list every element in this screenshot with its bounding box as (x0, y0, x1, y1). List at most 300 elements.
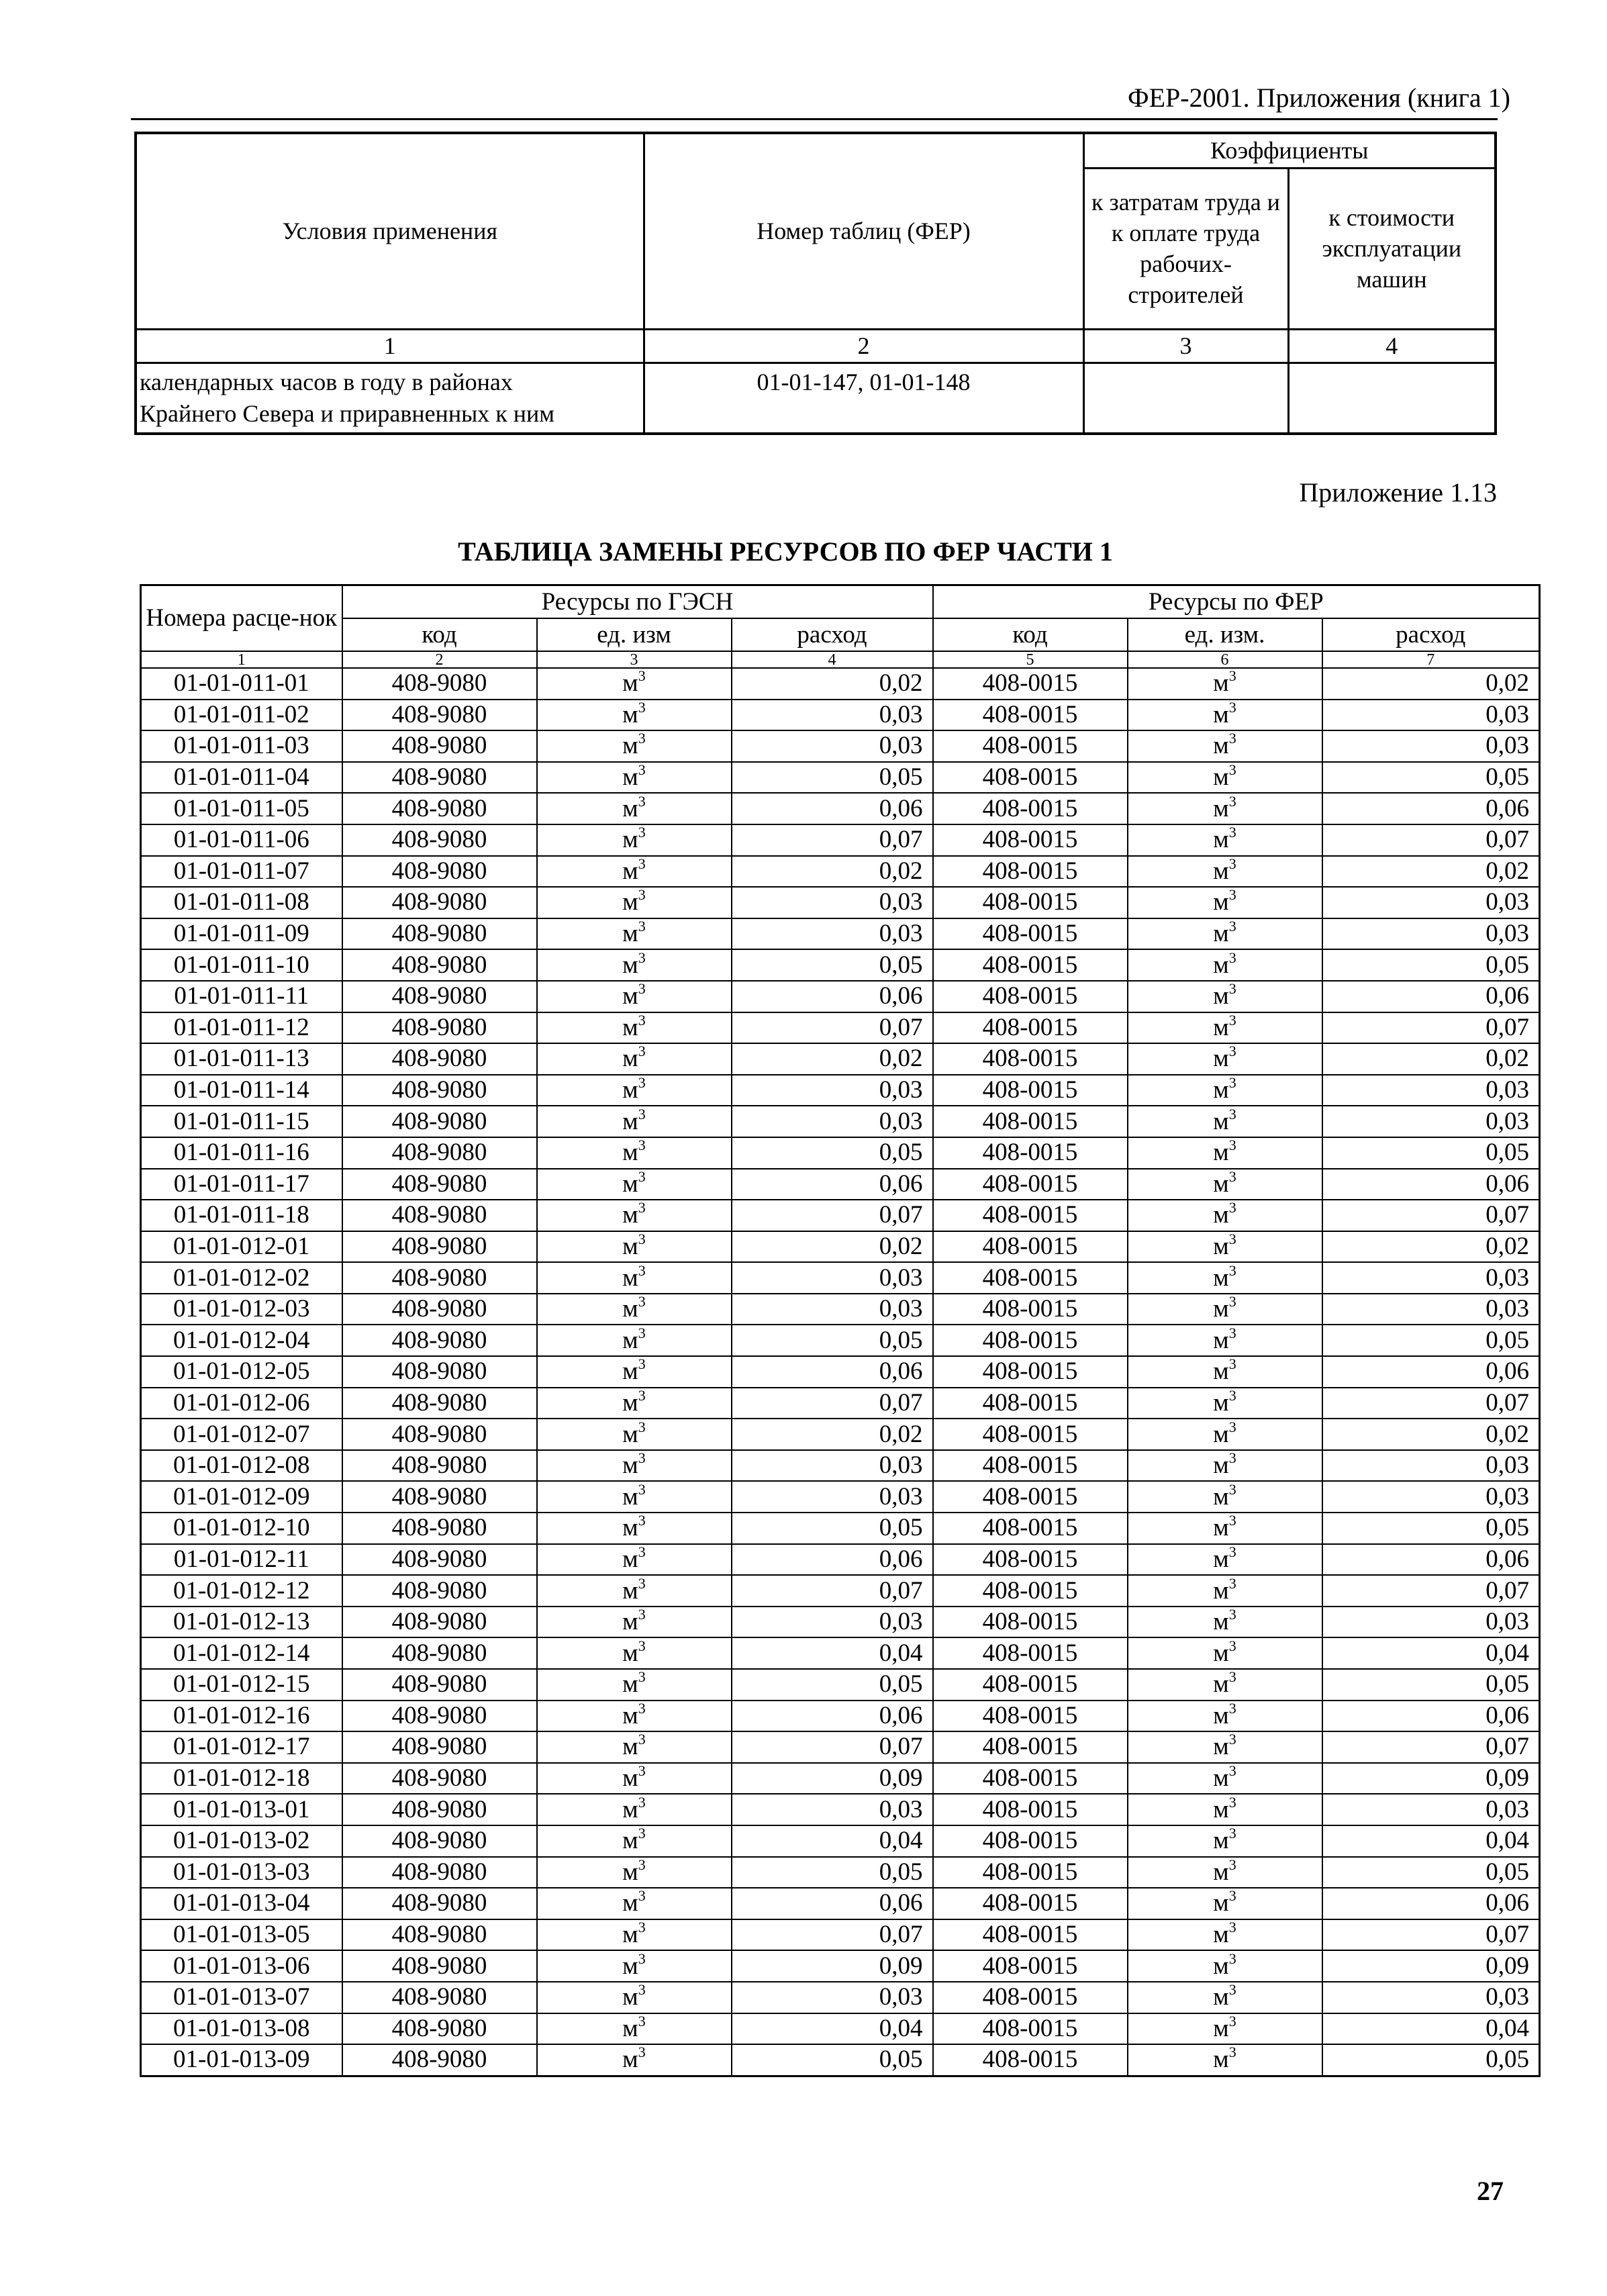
unit-text: м (622, 763, 638, 792)
gesn-unit-cell (537, 1544, 732, 1576)
unit-text: м (1213, 732, 1229, 760)
unit-text: м (622, 669, 638, 698)
table-row (141, 1763, 1540, 1795)
fer-consumption-cell: 0,02 (1322, 1043, 1540, 1075)
gesn-code-cell: 408-9080 (342, 1481, 537, 1513)
gesn-code-cell: 408-9080 (342, 1325, 537, 1356)
unit-text: м (1213, 1952, 1229, 1980)
gesn-unit-cell (537, 1825, 732, 1857)
unit-text: м (1213, 1889, 1229, 1917)
fer-code-cell: 408-0015 (933, 949, 1128, 981)
fer-consumption-cell: 0,02 (1322, 1231, 1540, 1263)
unit-text: м (622, 982, 638, 1010)
fer-unit-cell (1128, 1637, 1322, 1669)
unit-power: 3 (1228, 855, 1236, 872)
gesn-unit-header: ед. изм (537, 618, 732, 651)
fer-consumption-cell: 0,03 (1322, 1607, 1540, 1638)
unit-text: м (622, 1420, 638, 1448)
unit-power: 3 (1228, 1293, 1236, 1310)
unit-text: м (1213, 1107, 1229, 1135)
gesn-unit-cell (537, 824, 732, 856)
fer-code-cell: 408-0015 (933, 1450, 1128, 1482)
fer-code-cell: 408-0015 (933, 762, 1128, 794)
unit-text: м (622, 1670, 638, 1699)
gesn-consumption-cell: 0,09 (732, 1763, 933, 1795)
gesn-consumption-cell: 0,04 (732, 1637, 933, 1669)
fer-code-cell: 408-0015 (933, 2044, 1128, 2076)
fer-code-cell: 408-0015 (933, 1888, 1128, 1919)
unit-text: м (622, 2046, 638, 2074)
fer-consumption-cell: 0,03 (1322, 918, 1540, 950)
table-row (141, 1043, 1540, 1075)
gesn-unit-cell (537, 2044, 732, 2076)
unit-power: 3 (638, 1293, 646, 1310)
unit-text: м (622, 920, 638, 948)
table-numbers-header: Номер таблиц (ФЕР) (644, 133, 1083, 329)
unit-power: 3 (1228, 1794, 1236, 1811)
table-row (141, 1575, 1540, 1607)
fer-code-cell: 408-0015 (933, 1701, 1128, 1732)
unit-power: 3 (1228, 1606, 1236, 1623)
table-row (141, 1950, 1540, 1982)
rate-number-cell: 01-01-011-03 (141, 730, 342, 762)
gesn-code-cell: 408-9080 (342, 1575, 537, 1607)
unit-power: 3 (638, 1481, 646, 1498)
rate-number-cell: 01-01-013-05 (141, 1919, 342, 1951)
fer-consumption-cell: 0,05 (1322, 1669, 1540, 1701)
unit-text: м (622, 732, 638, 760)
fer-code-cell: 408-0015 (933, 856, 1128, 888)
gesn-code-cell: 408-9080 (342, 1607, 537, 1638)
column-number: 3 (1083, 329, 1288, 363)
fer-unit-cell (1128, 1982, 1322, 2013)
unit-text: м (1213, 1795, 1229, 1823)
unit-power: 3 (638, 1575, 646, 1592)
fer-code-cell: 408-0015 (933, 1043, 1128, 1075)
rate-number-cell: 01-01-011-14 (141, 1075, 342, 1106)
gesn-unit-cell (537, 1513, 732, 1544)
table-row (141, 1857, 1540, 1888)
unit-text: м (1213, 920, 1229, 948)
unit-text: м (622, 794, 638, 822)
fer-consumption-cell: 0,04 (1322, 2013, 1540, 2045)
rate-number-cell: 01-01-012-05 (141, 1356, 342, 1388)
gesn-consumption-cell: 0,06 (732, 981, 933, 1012)
unit-text: м (1213, 1388, 1229, 1417)
gesn-unit-cell (537, 2013, 732, 2045)
fer-unit-cell (1128, 1325, 1322, 1356)
fer-consumption-cell: 0,03 (1322, 1481, 1540, 1513)
gesn-unit-cell (537, 1763, 732, 1795)
unit-text: м (622, 1827, 638, 1855)
rate-number-cell: 01-01-012-15 (141, 1669, 342, 1701)
gesn-code-cell: 408-9080 (342, 824, 537, 856)
unit-text: м (622, 1388, 638, 1417)
unit-text: м (1213, 1232, 1229, 1260)
table-row (141, 1231, 1540, 1263)
gesn-unit-cell (537, 1669, 732, 1701)
fer-consumption-cell: 0,07 (1322, 1388, 1540, 1419)
unit-power: 3 (1228, 668, 1236, 685)
unit-power: 3 (638, 1074, 646, 1092)
unit-power: 3 (638, 887, 646, 904)
rate-number-cell: 01-01-011-13 (141, 1043, 342, 1075)
table-row (141, 1106, 1540, 1137)
conditions-cell (136, 363, 644, 434)
unit-power: 3 (638, 793, 646, 810)
labor-coefficient-header: к затратам труда и к оплате труда рабочих-строителей (1083, 168, 1288, 329)
fer-consumption-cell: 0,04 (1322, 1637, 1540, 1669)
fer-code-cell: 408-0015 (933, 1919, 1128, 1951)
unit-text: м (1213, 1827, 1229, 1855)
gesn-code-cell: 408-9080 (342, 1356, 537, 1388)
unit-power: 3 (638, 1919, 646, 1936)
unit-power: 3 (1228, 1356, 1236, 1373)
fer-consumption-cell: 0,07 (1322, 1919, 1540, 1951)
gesn-code-cell: 408-9080 (342, 1106, 537, 1137)
gesn-unit-cell (537, 1012, 732, 1044)
unit-power: 3 (1228, 1731, 1236, 1748)
fer-consumption-header: расход (1322, 618, 1540, 651)
rate-number-cell: 01-01-012-06 (141, 1388, 342, 1419)
table-numbers-cell: 01-01-147, 01-01-148 (644, 363, 1083, 434)
fer-code-cell: 408-0015 (933, 824, 1128, 856)
rate-number-cell: 01-01-012-02 (141, 1262, 342, 1294)
rate-number-cell: 01-01-012-10 (141, 1513, 342, 1544)
gesn-unit-cell (537, 1794, 732, 1825)
fer-consumption-cell: 0,06 (1322, 1169, 1540, 1200)
rate-number-cell: 01-01-011-01 (141, 668, 342, 700)
gesn-code-cell: 408-9080 (342, 918, 537, 950)
gesn-code-cell: 408-9080 (342, 1950, 537, 1982)
header-rule (131, 118, 1498, 120)
table-row (141, 1200, 1540, 1231)
unit-power: 3 (638, 1543, 646, 1560)
unit-text: м (622, 1701, 638, 1729)
table-row (141, 1637, 1540, 1669)
column-number: 1 (141, 651, 342, 668)
gesn-consumption-header: расход (732, 618, 933, 651)
unit-text: м (622, 1076, 638, 1104)
unit-power: 3 (1228, 918, 1236, 935)
unit-text: м (1213, 1201, 1229, 1229)
fer-consumption-cell: 0,04 (1322, 1825, 1540, 1857)
unit-text: м (1213, 669, 1229, 698)
fer-consumption-cell: 0,05 (1322, 1857, 1540, 1888)
gesn-consumption-cell: 0,06 (732, 1356, 933, 1388)
table-body (141, 668, 1540, 2076)
fer-unit-cell (1128, 1857, 1322, 1888)
unit-power: 3 (638, 1637, 646, 1654)
fer-consumption-cell: 0,06 (1322, 1356, 1540, 1388)
unit-power: 3 (638, 855, 646, 872)
gesn-code-cell: 408-9080 (342, 1419, 537, 1450)
unit-power: 3 (1228, 887, 1236, 904)
table-row (141, 1012, 1540, 1044)
unit-text: м (622, 1733, 638, 1761)
fer-code-cell: 408-0015 (933, 700, 1128, 731)
unit-power: 3 (638, 1325, 646, 1341)
gesn-consumption-cell: 0,02 (732, 1043, 933, 1075)
unit-power: 3 (1228, 1387, 1236, 1404)
unit-power: 3 (638, 1606, 646, 1623)
gesn-consumption-cell: 0,03 (732, 1450, 933, 1482)
unit-power: 3 (1228, 1637, 1236, 1654)
column-number: 2 (342, 651, 537, 668)
table-row (141, 668, 1540, 700)
fer-code-cell: 408-0015 (933, 1419, 1128, 1450)
fer-consumption-cell: 0,05 (1322, 949, 1540, 981)
gesn-unit-cell (537, 1982, 732, 2013)
fer-consumption-cell: 0,03 (1322, 1262, 1540, 1294)
gesn-unit-cell (537, 1607, 732, 1638)
fer-code-cell: 408-0015 (933, 1763, 1128, 1795)
fer-code-cell: 408-0015 (933, 981, 1128, 1012)
fer-unit-cell (1128, 1794, 1322, 1825)
unit-text: м (622, 857, 638, 885)
machines-coefficient-cell (1288, 363, 1496, 434)
fer-unit-cell (1128, 1294, 1322, 1325)
fer-code-cell: 408-0015 (933, 1575, 1128, 1607)
table-row (141, 1294, 1540, 1325)
rate-number-cell: 01-01-012-04 (141, 1325, 342, 1356)
conditions-line: Крайнего Севера и приравненных к ним (140, 399, 555, 427)
gesn-code-cell: 408-9080 (342, 2044, 537, 2076)
gesn-unit-cell (537, 1388, 732, 1419)
unit-power: 3 (638, 699, 646, 716)
fer-code-cell: 408-0015 (933, 1388, 1128, 1419)
gesn-unit-cell (537, 1701, 732, 1732)
column-number: 4 (732, 651, 933, 668)
fer-unit-cell (1128, 762, 1322, 794)
table-row (141, 1169, 1540, 1200)
unit-text: м (1213, 1451, 1229, 1480)
unit-power: 3 (1228, 793, 1236, 810)
gesn-consumption-cell: 0,03 (732, 1262, 933, 1294)
fer-unit-cell (1128, 2044, 1322, 2076)
fer-code-cell: 408-0015 (933, 1731, 1128, 1763)
gesn-consumption-cell: 0,05 (732, 949, 933, 981)
fer-code-cell: 408-0015 (933, 1607, 1128, 1638)
fer-code-cell: 408-0015 (933, 1356, 1128, 1388)
fer-consumption-cell: 0,03 (1322, 1450, 1540, 1482)
gesn-consumption-cell: 0,03 (732, 1075, 933, 1106)
unit-power: 3 (1228, 1513, 1236, 1529)
fer-unit-cell (1128, 1763, 1322, 1795)
unit-text: м (1213, 1326, 1229, 1354)
unit-power: 3 (1228, 1325, 1236, 1341)
fer-unit-cell (1128, 1200, 1322, 1231)
rate-number-cell: 01-01-011-11 (141, 981, 342, 1012)
gesn-consumption-cell: 0,07 (732, 1731, 933, 1763)
gesn-code-cell: 408-9080 (342, 1294, 537, 1325)
fer-unit-cell (1128, 1481, 1322, 1513)
unit-power: 3 (638, 1419, 646, 1435)
fer-consumption-cell: 0,02 (1322, 856, 1540, 888)
fer-consumption-cell: 0,03 (1322, 1294, 1540, 1325)
gesn-unit-cell (537, 887, 732, 918)
rate-number-cell: 01-01-012-07 (141, 1419, 342, 1450)
unit-text: м (622, 1952, 638, 1980)
unit-text: м (1213, 1482, 1229, 1511)
unit-text: м (622, 1045, 638, 1073)
fer-code-cell: 408-0015 (933, 1857, 1128, 1888)
fer-consumption-cell: 0,02 (1322, 668, 1540, 700)
unit-text: м (1213, 951, 1229, 979)
unit-text: м (622, 1983, 638, 2011)
machines-coefficient-header: к стоимости эксплуатации машин (1288, 168, 1496, 329)
unit-text: м (622, 2014, 638, 2042)
unit-text: м (1213, 1983, 1229, 2011)
labor-coefficient-cell (1083, 363, 1288, 434)
unit-power: 3 (1228, 1825, 1236, 1842)
gesn-unit-cell (537, 1137, 732, 1169)
fer-unit-cell (1128, 1919, 1322, 1951)
unit-power: 3 (638, 730, 646, 747)
unit-power: 3 (638, 980, 646, 998)
unit-power: 3 (638, 824, 646, 841)
table-row (141, 981, 1540, 1012)
rate-number-cell: 01-01-012-09 (141, 1481, 342, 1513)
unit-power: 3 (638, 1168, 646, 1185)
unit-power: 3 (1228, 1856, 1236, 1873)
unit-text: м (1213, 2046, 1229, 2074)
gesn-unit-cell (537, 1857, 732, 1888)
fer-consumption-cell: 0,05 (1322, 1513, 1540, 1544)
unit-text: м (622, 1795, 638, 1823)
unit-power: 3 (1228, 2044, 1236, 2061)
rate-number-cell: 01-01-012-17 (141, 1731, 342, 1763)
fer-consumption-cell: 0,06 (1322, 1888, 1540, 1919)
gesn-consumption-cell: 0,03 (732, 1794, 933, 1825)
gesn-code-cell: 408-9080 (342, 1043, 537, 1075)
unit-power: 3 (638, 1513, 646, 1529)
unit-text: м (622, 1201, 638, 1229)
unit-power: 3 (638, 1731, 646, 1748)
table-row (141, 1794, 1540, 1825)
unit-text: м (1213, 1514, 1229, 1542)
gesn-consumption-cell: 0,05 (732, 1513, 933, 1544)
unit-power: 3 (638, 1106, 646, 1122)
gesn-code-cell: 408-9080 (342, 1169, 537, 1200)
gesn-unit-cell (537, 1575, 732, 1607)
unit-text: м (1213, 1357, 1229, 1386)
gesn-consumption-cell: 0,06 (732, 1169, 933, 1200)
rate-number-cell: 01-01-013-06 (141, 1950, 342, 1982)
gesn-consumption-cell: 0,04 (732, 1825, 933, 1857)
fer-code-cell: 408-0015 (933, 668, 1128, 700)
gesn-code-cell: 408-9080 (342, 762, 537, 794)
unit-power: 3 (638, 949, 646, 966)
rate-number-cell: 01-01-011-16 (141, 1137, 342, 1169)
rate-number-cell: 01-01-011-18 (141, 1200, 342, 1231)
fer-unit-cell (1128, 730, 1322, 762)
unit-power: 3 (638, 1387, 646, 1404)
unit-power: 3 (1228, 1543, 1236, 1560)
table-row (141, 1919, 1540, 1951)
rate-number-cell: 01-01-013-04 (141, 1888, 342, 1919)
unit-power: 3 (1228, 1200, 1236, 1216)
unit-power: 3 (638, 1888, 646, 1905)
gesn-consumption-cell: 0,07 (732, 824, 933, 856)
unit-text: м (1213, 1670, 1229, 1699)
unit-power: 3 (1228, 1419, 1236, 1435)
gesn-code-cell: 408-9080 (342, 1982, 537, 2013)
table-row (141, 1325, 1540, 1356)
gesn-consumption-cell: 0,07 (732, 1575, 933, 1607)
unit-power: 3 (638, 1669, 646, 1686)
fer-consumption-cell: 0,07 (1322, 1731, 1540, 1763)
gesn-consumption-cell: 0,03 (732, 918, 933, 950)
table-row (141, 856, 1540, 888)
gesn-unit-cell (537, 1231, 732, 1263)
unit-text: м (1213, 1169, 1229, 1198)
fer-consumption-cell: 0,03 (1322, 1075, 1540, 1106)
gesn-consumption-cell: 0,02 (732, 668, 933, 700)
gesn-unit-cell (537, 700, 732, 731)
fer-unit-cell (1128, 668, 1322, 700)
unit-text: м (1213, 1733, 1229, 1761)
gesn-consumption-cell: 0,06 (732, 793, 933, 824)
fer-unit-cell (1128, 1731, 1322, 1763)
unit-text: м (622, 1921, 638, 1949)
unit-text: м (622, 1295, 638, 1323)
unit-power: 3 (638, 918, 646, 935)
rate-number-cell: 01-01-013-01 (141, 1794, 342, 1825)
rate-number-cell: 01-01-013-07 (141, 1982, 342, 2013)
fer-consumption-cell: 0,03 (1322, 887, 1540, 918)
gesn-consumption-cell: 0,02 (732, 856, 933, 888)
fer-code-cell: 408-0015 (933, 1513, 1128, 1544)
unit-text: м (622, 700, 638, 728)
fer-code-cell: 408-0015 (933, 1075, 1128, 1106)
gesn-consumption-cell: 0,07 (732, 1012, 933, 1044)
conditions-line: календарных часов в году в районах (140, 368, 513, 395)
gesn-code-cell: 408-9080 (342, 1513, 537, 1544)
fer-code-cell: 408-0015 (933, 1825, 1128, 1857)
gesn-code-cell: 408-9080 (342, 1012, 537, 1044)
unit-text: м (622, 1764, 638, 1792)
fer-consumption-cell: 0,05 (1322, 1325, 1540, 1356)
rate-number-cell: 01-01-012-12 (141, 1575, 342, 1607)
unit-power: 3 (638, 1825, 646, 1842)
fer-code-cell: 408-0015 (933, 1137, 1128, 1169)
gesn-consumption-cell: 0,02 (732, 1231, 933, 1263)
unit-text: м (1213, 826, 1229, 854)
gesn-consumption-cell: 0,03 (732, 1106, 933, 1137)
table-row (141, 2013, 1540, 2045)
unit-power: 3 (638, 1012, 646, 1029)
table-row (141, 700, 1540, 731)
fer-code-cell: 408-0015 (933, 1669, 1128, 1701)
fer-unit-cell (1128, 824, 1322, 856)
unit-power: 3 (638, 2013, 646, 2029)
fer-unit-cell (1128, 1607, 1322, 1638)
unit-text: м (1213, 1858, 1229, 1886)
gesn-consumption-cell: 0,06 (732, 1701, 933, 1732)
gesn-consumption-cell: 0,05 (732, 1669, 933, 1701)
fer-consumption-cell: 0,09 (1322, 1950, 1540, 1982)
unit-text: м (1213, 1076, 1229, 1104)
fer-unit-cell (1128, 1137, 1322, 1169)
unit-power: 3 (638, 1950, 646, 1967)
rate-number-cell: 01-01-012-08 (141, 1450, 342, 1482)
gesn-unit-cell (537, 793, 732, 824)
gesn-code-cell: 408-9080 (342, 668, 537, 700)
fer-unit-cell (1128, 793, 1322, 824)
fer-consumption-cell: 0,03 (1322, 1106, 1540, 1137)
gesn-unit-cell (537, 1419, 732, 1450)
